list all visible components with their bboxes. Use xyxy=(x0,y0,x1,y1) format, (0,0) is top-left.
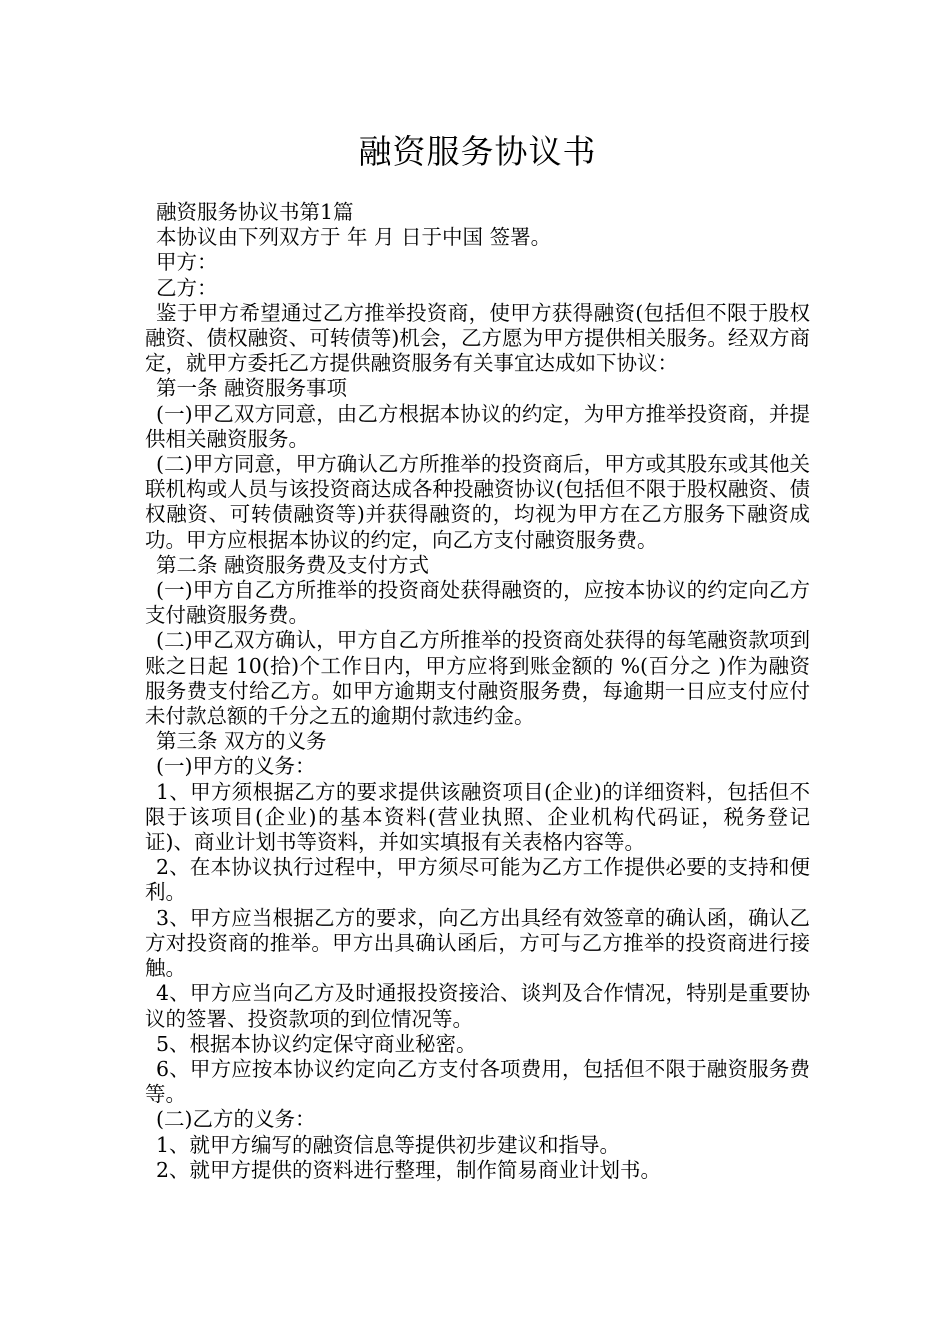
paragraph: (一)甲方自乙方所推举的投资商处获得融资的，应按本协议的约定向乙方支付融资服务费。 xyxy=(145,578,810,628)
list-item: 1、就甲方编写的融资信息等提供初步建议和指导。 xyxy=(156,1132,621,1157)
list-item: 2、在本协议执行过程中，甲方须尽可能为乙方工作提供必要的支持和便利。 xyxy=(145,855,810,905)
subsection-heading: (一)甲方的义务： xyxy=(156,754,316,779)
paragraph: (二)甲乙双方确认，甲方自乙方所推举的投资商处获得的每笔融资款项到账之日起 10(拾)个工作日内，甲方应将到账金额的 %(百分之 )作为融资服务费支付给乙方。如甲方逾期支付融资服务费，每逾期一日应支付应付未付款总额的千分之五的逾期付款违约金。 xyxy=(145,628,810,729)
section-heading: 第三条 双方的义务 xyxy=(156,729,327,754)
document-body xyxy=(145,200,810,1183)
paragraph: (二)甲方同意，甲方确认乙方所推举的投资商后，甲方或其股东或其他关联机构或人员与该投资商达成各种投融资协议(包括但不限于股权融资、债权融资、可转债融资等)并获得融资的，均视为甲方在乙方服务下融资成功。甲方应根据本协议的约定，向乙方支付融资服务费。 xyxy=(145,452,810,552)
subsection-heading: (二)乙方的义务： xyxy=(156,1107,316,1132)
section-heading: 第一条 融资服务事项 xyxy=(156,376,348,401)
list-item: 2、就甲方提供的资料进行整理，制作简易商业计划书。 xyxy=(156,1157,662,1182)
document-page xyxy=(145,128,810,1183)
paragraph: 融资服务协议书第1篇 xyxy=(156,200,354,224)
list-item: 4、甲方应当向乙方及时通报投资接洽、谈判及合作情况，特别是重要协议的签署、投资款项的到位情况等。 xyxy=(145,981,810,1031)
list-item: 3、甲方应当根据乙方的要求，向乙方出具经有效签章的确认函，确认乙方对投资商的推举。甲方出具确认函后，方可与乙方推举的投资商进行接触。 xyxy=(145,905,810,981)
paragraph: 本协议由下列双方于 年 月 日于中国 签署。 xyxy=(156,225,552,250)
paragraph: 鉴于甲方希望通过乙方推举投资商，使甲方获得融资(包括但不限于股权融资、债权融资、可转债等)机会，乙方愿为甲方提供相关服务。经双方商定，就甲方委托乙方提供融资服务有关事宜达成如下协议： xyxy=(145,300,810,376)
paragraph: 甲方： xyxy=(156,250,218,275)
document-title: 融资服务协议书 xyxy=(358,132,597,171)
list-item: 6、甲方应按本协议约定向乙方支付各项费用，包括但不限于融资服务费等。 xyxy=(145,1056,810,1107)
paragraph: (一)甲乙双方同意，由乙方根据本协议的约定，为甲方推举投资商，并提供相关融资服务。 xyxy=(145,401,810,451)
paragraph: 乙方： xyxy=(156,275,218,300)
section-heading: 第二条 融资服务费及支付方式 xyxy=(156,552,430,577)
list-item: 5、根据本协议约定保守商业秘密。 xyxy=(156,1031,477,1056)
list-item: 1、甲方须根据乙方的要求提供该融资项目(企业)的详细资料，包括但不限于该项目(企业)的基本资料(营业执照、企业机构代码证，税务登记证)、商业计划书等资料，并如实填报有关表格内容等。 xyxy=(145,779,810,855)
